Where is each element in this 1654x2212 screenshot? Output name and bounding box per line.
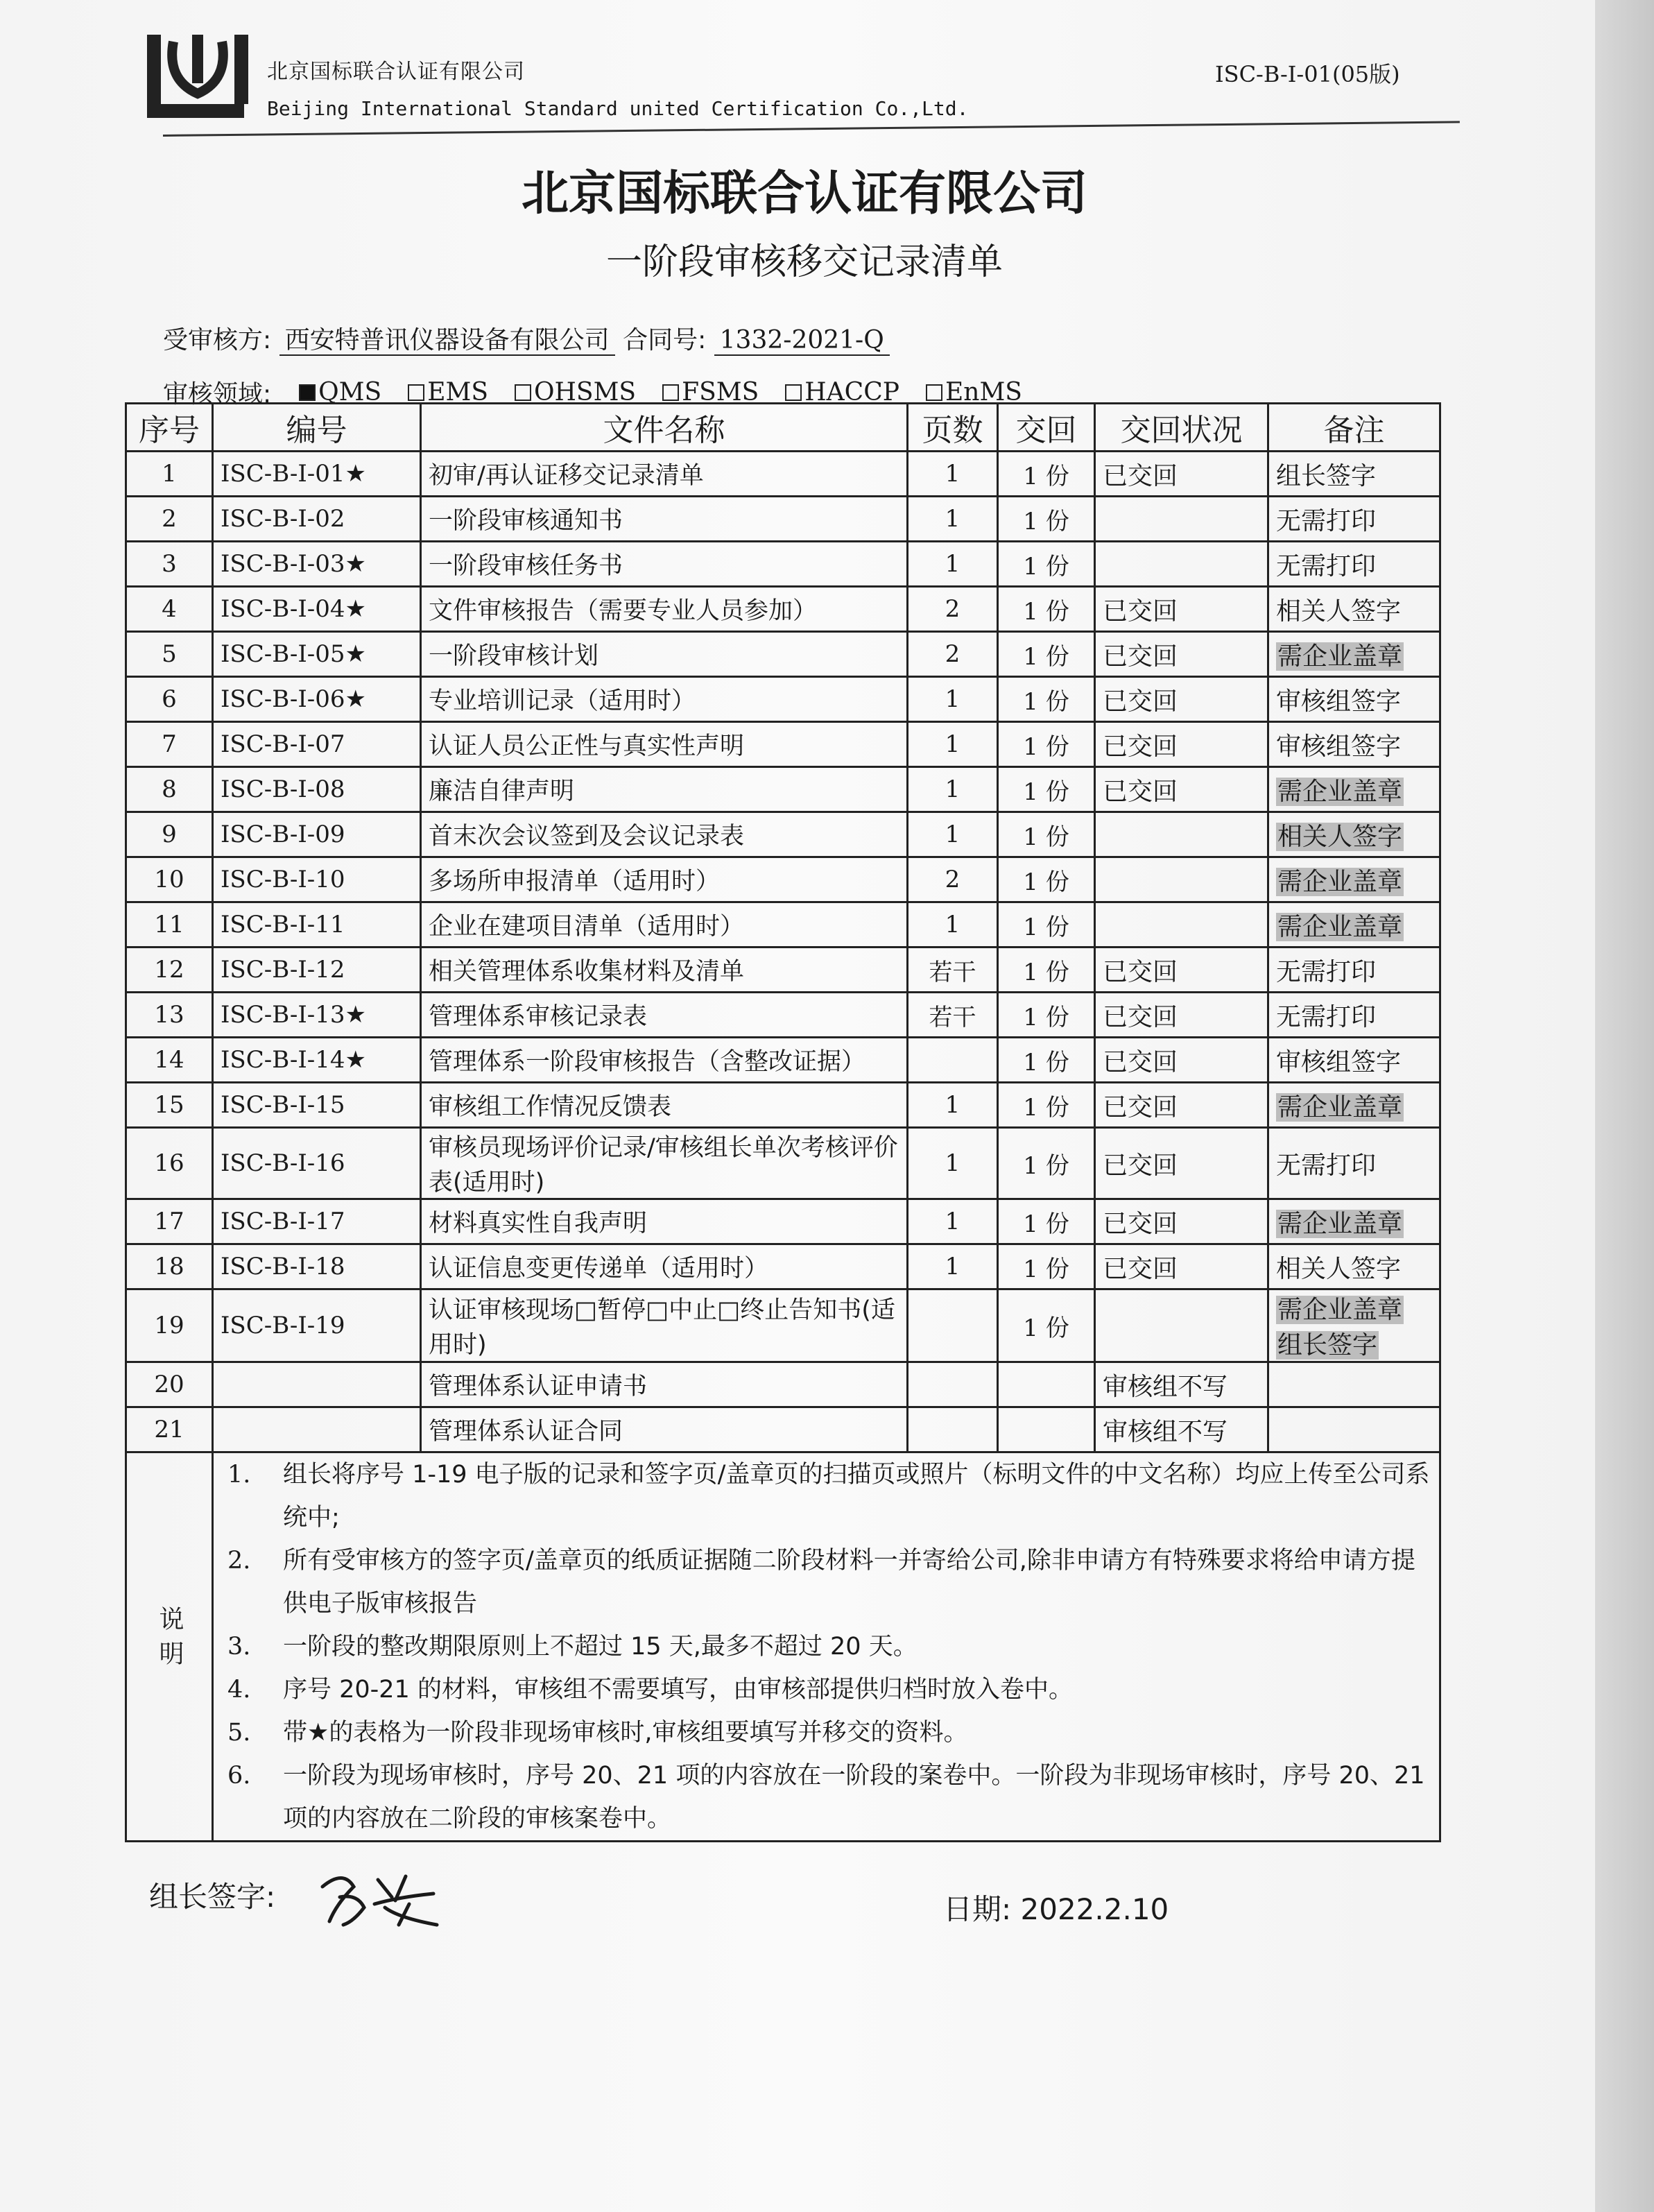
auditee-value: 西安特普讯仪器设备有限公司 [279,326,615,356]
table-row [126,632,1440,677]
doc-code: ISC-B-I-08 [213,767,421,812]
return-status [1095,542,1268,587]
leader-sign-label: 组长签字: [149,1880,276,1914]
doc-name: 文件审核报告（需要专业人员参加） [421,587,908,632]
remark: 无需打印 [1276,957,1377,986]
return-copies: 1 份 [998,948,1095,993]
row-number: 18 [126,1244,213,1289]
document-subtitle: 一阶段审核移交记录清单 [605,241,1003,283]
doc-name: 一阶段审核通知书 [421,497,908,542]
table-row [126,542,1440,587]
document-title: 北京国标联合认证有限公司 [521,166,1087,221]
page-count: 若干 [908,993,998,1038]
row-number: 17 [126,1199,213,1244]
transfer-table [125,402,1441,1842]
remark: 无需打印 [1276,551,1377,581]
remark: 需企业盖章 [1277,1209,1403,1238]
table-row [126,902,1440,948]
doc-name: 材料真实性自我声明 [421,1199,908,1244]
table-row [126,948,1440,993]
date-value: 2022.2.10 [1020,1892,1169,1926]
return-status: 已交回 [1095,677,1268,722]
remark-cell [1268,1038,1440,1083]
page-count: 2 [908,632,998,677]
page-count: 1 [908,767,998,812]
doc-code [213,1407,421,1452]
doc-name: 一阶段审核计划 [421,632,908,677]
remark-cell [1268,1407,1440,1452]
doc-name: 管理体系认证合同 [421,1407,908,1452]
checkbox-icon[interactable] [785,384,802,401]
return-status: 已交回 [1095,1244,1268,1289]
doc-code: ISC-B-I-17 [213,1199,421,1244]
column-header: 编号 [213,404,421,452]
remark: 需企业盖章 [1277,642,1403,671]
return-copies: 1 份 [998,677,1095,722]
doc-name: 初审/再认证移交记录清单 [421,452,908,497]
scope-option-label: FSMS [682,378,759,406]
row-number: 21 [126,1407,213,1452]
explanation-item [221,1625,1432,1668]
company-name-cn: 北京国标联合认证有限公司 [267,60,525,84]
explanation-notes [213,1452,1440,1842]
row-number: 9 [126,812,213,857]
doc-code: ISC-B-I-14★ [213,1038,421,1083]
doc-name: 相关管理体系收集材料及清单 [421,948,908,993]
return-copies: 1 份 [998,857,1095,902]
return-status: 已交回 [1095,1083,1268,1128]
column-header: 文件名称 [421,404,908,452]
remark: 相关人签字 [1276,1254,1402,1283]
doc-code: ISC-B-I-13★ [213,993,421,1038]
item-number: 3. [227,1633,251,1661]
remark: 无需打印 [1276,1002,1377,1031]
return-copies: 1 份 [998,1289,1095,1362]
row-number: 5 [126,632,213,677]
page-count: 1 [908,1199,998,1244]
date-label: 日期: [943,1892,1012,1926]
item-number: 2. [227,1547,251,1575]
row-number: 15 [126,1083,213,1128]
return-copies: 1 份 [998,497,1095,542]
return-copies: 1 份 [998,1038,1095,1083]
return-copies: 1 份 [998,1083,1095,1128]
page-count: 2 [908,587,998,632]
row-number: 4 [126,587,213,632]
return-status [1095,902,1268,948]
doc-code: ISC-B-I-03★ [213,542,421,587]
leader-signature [316,1866,454,1928]
contract-value: 1332-2021-Q [714,326,890,356]
doc-name: 认证信息变更传递单（适用时） [421,1244,908,1289]
explanation-item [221,1754,1432,1840]
return-copies: 1 份 [998,1199,1095,1244]
table-row [126,677,1440,722]
checkbox-icon[interactable] [299,384,316,401]
return-copies: 1 份 [998,452,1095,497]
doc-name: 多场所申报清单（适用时） [421,857,908,902]
return-status: 已交回 [1095,1128,1268,1199]
page-count: 若干 [908,948,998,993]
column-header: 交回状况 [1095,404,1268,452]
remark: 审核组签字 [1276,687,1402,716]
row-number: 1 [126,452,213,497]
return-copies: 1 份 [998,902,1095,948]
item-text: 序号 20-21 的材料，审核组不需要填写，由审核部提供归档时放入卷中。 [283,1676,1073,1704]
row-number: 3 [126,542,213,587]
remark: 组长签字 [1276,461,1377,490]
page-count [908,1407,998,1452]
page-count: 1 [908,452,998,497]
item-number: 4. [227,1676,251,1704]
remark-cell [1268,1128,1440,1199]
doc-code: ISC-B-I-01★ [213,452,421,497]
return-status: 已交回 [1095,452,1268,497]
table-row [126,1289,1440,1362]
remark-cell [1268,1083,1440,1128]
item-text: 带★的表格为一阶段非现场审核时,审核组要填写并移交的资料。 [283,1719,968,1747]
remark: 相关人签字 [1276,597,1402,626]
row-number: 6 [126,677,213,722]
remark-cell [1268,767,1440,812]
scope-label: 审核领域: [163,380,272,409]
row-number: 12 [126,948,213,993]
row-number: 13 [126,993,213,1038]
page-count: 1 [908,1128,998,1199]
explanation-item [221,1539,1432,1625]
page-count [908,1038,998,1083]
remark-cell [1268,497,1440,542]
doc-code: ISC-B-I-12 [213,948,421,993]
item-text: 一阶段的整改期限原则上不超过 15 天,最多不超过 20 天。 [283,1633,918,1661]
checkbox-icon[interactable] [662,384,679,401]
doc-code: ISC-B-I-02 [213,497,421,542]
remark: 需企业盖章 [1277,1296,1403,1324]
explanation-item [221,1668,1432,1711]
return-copies: 1 份 [998,542,1095,587]
remark-cell [1268,948,1440,993]
scope-option-label: EMS [427,378,488,406]
table-row [126,993,1440,1038]
doc-code: ISC-B-I-18 [213,1244,421,1289]
table-row [126,1199,1440,1244]
remark-cell [1268,993,1440,1038]
return-status [1095,857,1268,902]
company-name-en: Beijing International Standard united Certification Co.,Ltd. [267,97,969,120]
return-copies: 1 份 [998,993,1095,1038]
remark: 审核组签字 [1276,732,1402,761]
remark: 需企业盖章 [1277,867,1403,896]
page-count: 1 [908,812,998,857]
return-status: 审核组不写 [1095,1407,1268,1452]
auditee-line [163,320,890,356]
doc-code: ISC-B-I-05★ [213,632,421,677]
return-status: 已交回 [1095,587,1268,632]
table-row [126,812,1440,857]
table-row [126,1362,1440,1407]
row-number: 19 [126,1289,213,1362]
doc-name: 专业培训记录（适用时） [421,677,908,722]
return-status [1095,1289,1268,1362]
doc-code: ISC-B-I-09 [213,812,421,857]
doc-name: 一阶段审核任务书 [421,542,908,587]
remark: 需企业盖章 [1277,777,1403,806]
remark: 相关人签字 [1277,822,1403,851]
doc-name: 管理体系一阶段审核报告（含整改证据） [421,1038,908,1083]
page-count: 1 [908,1244,998,1289]
explanation-row [126,1452,1440,1842]
table-row [126,767,1440,812]
return-status: 已交回 [1095,632,1268,677]
return-copies: 1 份 [998,632,1095,677]
return-status: 已交回 [1095,1038,1268,1083]
return-status: 已交回 [1095,767,1268,812]
remark-cell [1268,1362,1440,1407]
item-number: 1. [227,1461,251,1489]
remark-cell [1268,1199,1440,1244]
return-copies: 1 份 [998,1244,1095,1289]
explanation-item [221,1453,1432,1539]
return-copies: 1 份 [998,587,1095,632]
return-copies: 1 份 [998,767,1095,812]
page-count: 2 [908,857,998,902]
doc-code: ISC-B-I-15 [213,1083,421,1128]
doc-name: 管理体系审核记录表 [421,993,908,1038]
doc-name: 审核员现场评价记录/审核组长单次考核评价表(适用时) [421,1128,908,1199]
item-text: 所有受审核方的签字页/盖章页的纸质证据随二阶段材料一并寄给公司,除非申请方有特殊要求将给申请方提供电子版审核报告 [283,1547,1415,1618]
checkbox-icon[interactable] [515,384,531,401]
page-count: 1 [908,1083,998,1128]
remark-cell [1268,587,1440,632]
header-rule [163,121,1460,137]
item-text: 组长将序号 1-19 电子版的记录和签字页/盖章页的扫描页或照片（标明文件的中文名称）均应上传至公司系统中; [283,1461,1430,1532]
return-copies: 1 份 [998,1128,1095,1199]
explanation-label-text: 说明 [155,1605,184,1675]
page-count [908,1289,998,1362]
return-status: 已交回 [1095,1199,1268,1244]
row-number: 8 [126,767,213,812]
table-row [126,587,1440,632]
remark: 需企业盖章 [1277,1092,1403,1122]
remark-cell [1268,857,1440,902]
doc-code: ISC-B-I-10 [213,857,421,902]
remark-cell [1268,902,1440,948]
auditee-label: 受审核方: [163,326,272,354]
doc-code: ISC-B-I-16 [213,1128,421,1199]
page-count: 1 [908,902,998,948]
remark-cell [1268,452,1440,497]
date-line [943,1887,1169,1928]
return-status: 审核组不写 [1095,1362,1268,1407]
doc-name: 廉洁自律声明 [421,767,908,812]
doc-code [213,1362,421,1407]
table-row [126,497,1440,542]
doc-name: 首末次会议签到及会议记录表 [421,812,908,857]
page-count: 1 [908,677,998,722]
row-number: 20 [126,1362,213,1407]
remark-cell [1268,812,1440,857]
remark-cell [1268,722,1440,767]
doc-code: ISC-B-I-07 [213,722,421,767]
return-status [1095,812,1268,857]
return-status: 已交回 [1095,948,1268,993]
remark: 无需打印 [1276,506,1377,535]
scope-option-label: HACCP [804,378,899,406]
doc-code: ISC-B-I-04★ [213,587,421,632]
row-number: 11 [126,902,213,948]
table-header-row [126,404,1440,452]
return-copies: 1 份 [998,812,1095,857]
doc-name: 认证审核现场□暂停□中止□终止告知书(适用时) [421,1289,908,1362]
table-row [126,1407,1440,1452]
item-number: 5. [227,1719,251,1747]
remark: 审核组签字 [1276,1047,1402,1077]
row-number: 7 [126,722,213,767]
doc-name: 管理体系认证申请书 [421,1362,908,1407]
return-status [1095,497,1268,542]
item-number: 6. [227,1762,251,1790]
column-header: 序号 [126,404,213,452]
row-number: 16 [126,1128,213,1199]
doc-code: ISC-B-I-06★ [213,677,421,722]
checkbox-icon[interactable] [926,384,942,401]
row-number: 14 [126,1038,213,1083]
page-count: 1 [908,497,998,542]
table-row [126,1244,1440,1289]
column-header: 页数 [908,404,998,452]
return-copies [998,1407,1095,1452]
remark: 需企业盖章 [1277,912,1403,941]
page-count [908,1362,998,1407]
scope-option-label: QMS [318,378,382,406]
return-copies: 1 份 [998,722,1095,767]
row-number: 10 [126,857,213,902]
remark-cell [1268,542,1440,587]
return-status: 已交回 [1095,722,1268,767]
table-row [126,452,1440,497]
scope-option-label: OHSMS [534,378,637,406]
scope-option-label: EnMS [945,378,1022,406]
remark: 无需打印 [1276,1151,1377,1180]
return-copies [998,1362,1095,1407]
column-header: 交回 [998,404,1095,452]
doc-name: 审核组工作情况反馈表 [421,1083,908,1128]
explanation-label [126,1452,213,1842]
remark-cell [1268,1289,1440,1362]
row-number: 2 [126,497,213,542]
page-count: 1 [908,542,998,587]
checkbox-icon[interactable] [408,384,424,401]
page-count: 1 [908,722,998,767]
table-row [126,1038,1440,1083]
doc-name: 企业在建项目清单（适用时） [421,902,908,948]
doc-name: 认证人员公正性与真实性声明 [421,722,908,767]
table-row [126,1083,1440,1128]
item-text: 一阶段为现场审核时，序号 20、21 项的内容放在一阶段的案卷中。一阶段为非现场审核时，序号 20、21 项的内容放在二阶段的审核案卷中。 [283,1762,1425,1833]
document-number: ISC-B-I-01(05版) [1215,61,1400,87]
scan-edge [1595,0,1654,2212]
remark-cell [1268,677,1440,722]
remark: 组长签字 [1277,1331,1378,1360]
company-logo [146,28,250,125]
remark-cell [1268,1244,1440,1289]
column-header: 备注 [1268,404,1440,452]
remark-cell [1268,632,1440,677]
doc-code: ISC-B-I-19 [213,1289,421,1362]
explanation-item [221,1711,1432,1754]
table-row [126,1128,1440,1199]
contract-label: 合同号: [623,326,707,354]
table-row [126,722,1440,767]
table-row [126,857,1440,902]
doc-code: ISC-B-I-11 [213,902,421,948]
return-status: 已交回 [1095,993,1268,1038]
